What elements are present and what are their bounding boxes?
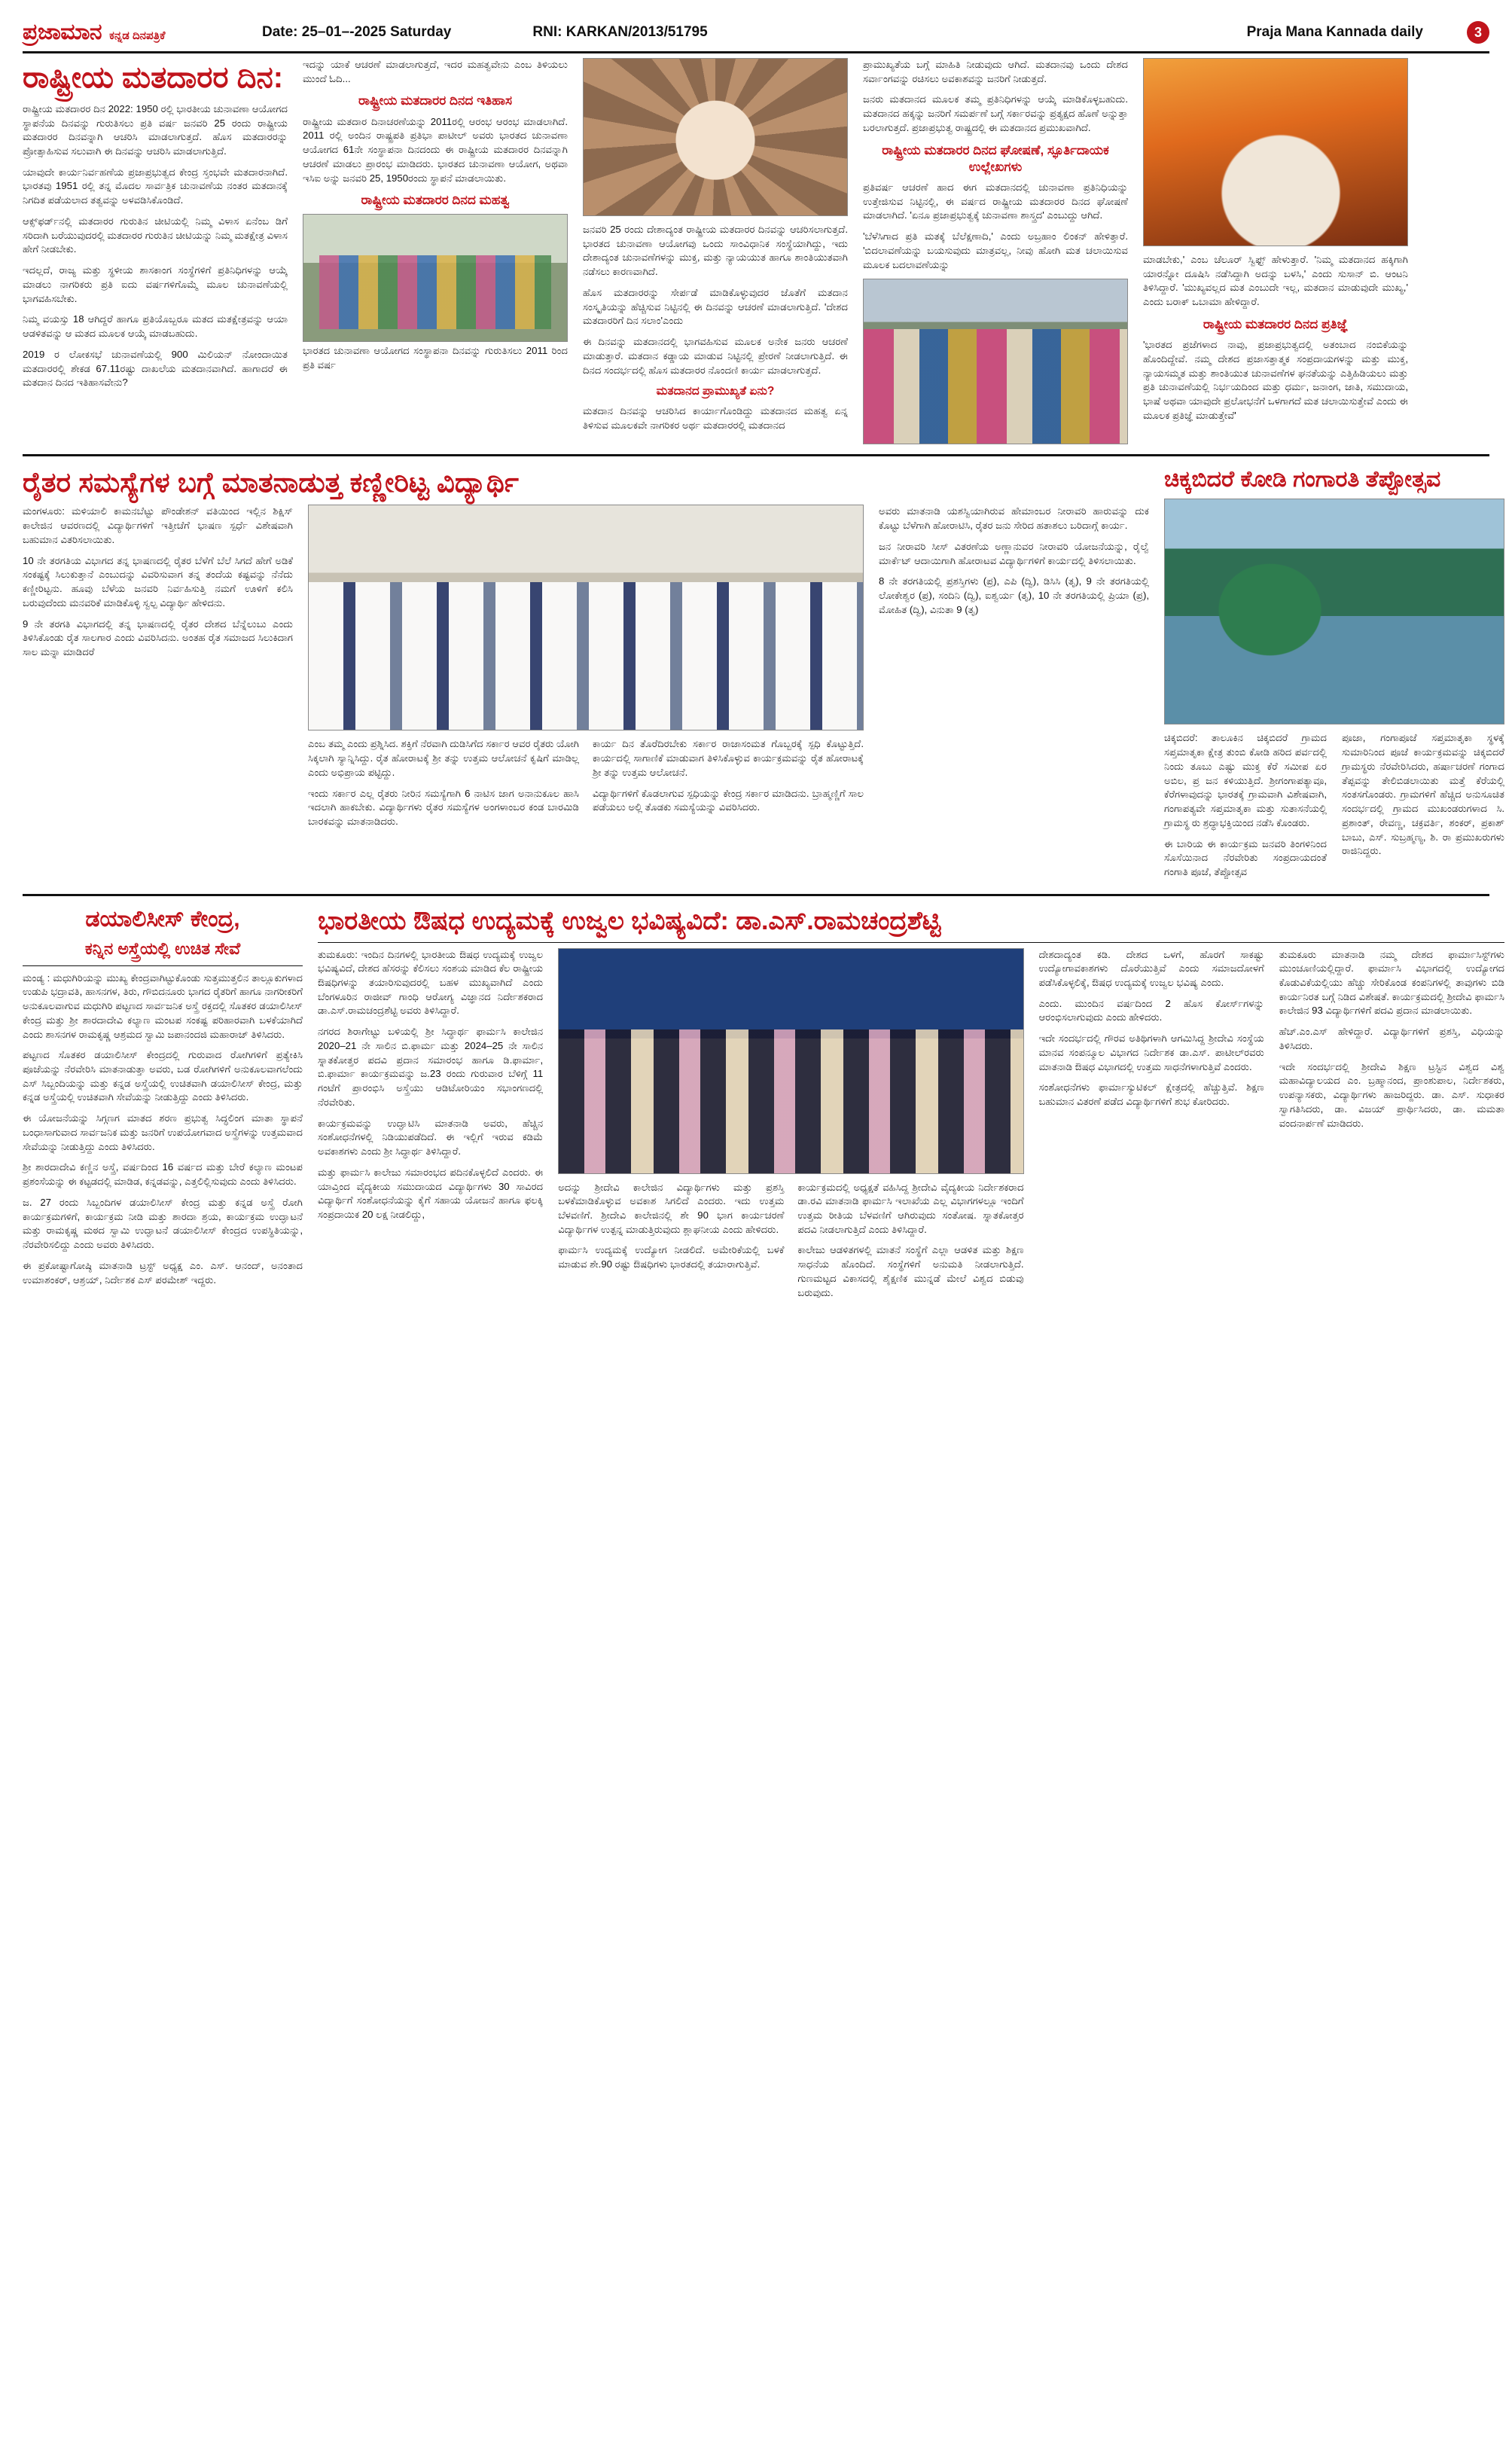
paragraph: ಮಾಡಬೇಕು,' ಎಂಬ ಚೆಲೂರ್ ಸ್ವಿಫ್ಟ್ ಹೇಳುತ್ತಾರೆ. 'ನಿಮ್ಮ ಮತದಾನದ ಹಕ್ಕಿಗಾಗಿ ಯಾರನ್ನೋ ದೂಷಿಸಿ ನಡೆಸಿದ್ದಾಗಿ ಅದನ್ನು ಬಳಸಿ,' ಎಂದು ಸುಸಾನ್ ಬಿ. ಆಂಟನಿ ತಿಳಿಸಿದ್ದಾರೆ. 'ಮುಖ್ಯವಲ್ಲದ ಮತ ಎಂಬುದೇ ಇಲ್ಲ, ಮತದಾನ ಮಾಡುವುದೇ ಮುಖ್ಯ,' ಎಂದು ಬರಾಕ್ ಒಬಾಮಾ ಹೇಳಿದ್ದಾರೆ. bbox=[1143, 254, 1408, 308]
subheading-history: ರಾಷ್ಟ್ರೀಯ ಮತದಾರರ ದಿನದ ಇತಿಹಾಸ bbox=[358, 93, 512, 108]
paragraph: 'ಬೆಳೆಸಿಗಾದ ಪ್ರತಿ ಮತಕ್ಕೆ ಬೆಲೆಕ್ಷಣಾದಿ,' ಎಂದು ಅಬ್ರಹಾಂ ಲಿಂಕನ್ ಹೇಳಿತ್ತಾರೆ. 'ಬಿದಲಾವಣೆಯನ್ನು ಬಯಸುವುದು ಮಾತ್ರವಲ್ಲ, ನೀವು ಹೋಗಿ ಮತ ಚಲಾಯಿಸುವ ಮೂಲಕ ಬದಲಾವಣೆಯನ್ನು bbox=[863, 230, 1128, 270]
paragraph: ಮಂಗಳೂರು: ಮಳಿಯಾಲಿ ಕಾಮನಬೆಟ್ಟು ಪೌಂಡೇಶನ್ ವತಿಯಿಂದ ಇಲ್ಲಿನ ಶಿಕ್ಷಿಸ್ ಕಾಲೇಜಿನ ಆವರಣದಲ್ಲಿ ವಿದ್ಯಾರ್ಥಿಗಳಿಗೆ ಇತ್ತೀಚೆಗೆ ಭಾಷಣ ಸ್ಪರ್ಧೆ ವಿಶೇಷವಾಗಿ ಬಹುಮಾನ ವಿತರಿಸಲಾಯಿತು. bbox=[23, 505, 293, 545]
paragraph: ಕಾಲೇಜು ಆಡಳಿತಗಳಲ್ಲಿ ಮಾತನೆ ಸಂಸ್ಥೆಗೆ ಎಲ್ಲಾ ಆಡಳಿತ ಮತ್ತು ಶಿಕ್ಷಣ ಸಾಧನೆಯ ಹೊಂದಿದೆ. ಸಂಸ್ಥೆಗಳಿಗೆ ಅನುಮತಿ ನೀಡಲಾಗುತ್ತಿದೆ. ಗುಣಮಟ್ಟದ ವಿಕಾಸದಲ್ಲಿ ಶೈಕ್ಷಣಿಕ ಮುನ್ನಡೆ ಮೇಲೆ ವಿಶ್ವದ ಬಿಡುವು ಬರುವುದು. bbox=[797, 1244, 1024, 1298]
paragraph: ರಾಷ್ಟ್ರೀಯ ಮತದಾರ ದಿನಾಚರಣೆಯನ್ನು 2011ರಲ್ಲಿ ಆರಂಭ ಆರಂಭ ಮಾಡಲಾಗಿದೆ. 2011 ರಲ್ಲಿ ಅಂದಿನ ರಾಷ್ಟ್ರಪತಿ ಪ್ರತಿಭಾ ಪಾಟೀಲ್ ಅವರು ಭಾರತದ ಚುನಾವಣಾ ಆಯೋಗದ 61ನೇ ಸಂಸ್ಥಾಪನಾ ದಿನದಂದು ಈ ರಾಷ್ಟ್ರೀಯ ಮತದಾರರ ದಿನವನ್ನಾಗಿ ಆಚರಣೆ ಮಾಡಲು ಪ್ರಾರಂಭ ಮಾಡಿದರು. ಭಾರತದ ಚುನಾವಣಾ ಆಯೋಗ, ಅಥವಾ ಇಸಿಐ ಅನ್ನು ಜನವರಿ 25, 1950ರಂದು ಸ್ಥಾಪನೆ ಮಾಡಲಾಯಿತು. bbox=[303, 115, 568, 184]
photo-students-classroom bbox=[308, 505, 864, 730]
headline-dialysis-story: ಡಯಾಲಿಸೀಸ್ ಕೇಂದ್ರ, bbox=[85, 906, 240, 932]
paragraph: ಆಕ್ಸ್‌ಫರ್ಡ್‌ನಲ್ಲಿ ಮತದಾರರ ಗುರುತಿನ ಚೀಟಿಯಲ್ಲಿ ನಿಮ್ಮ ವಿಳಾಸ ಏನೆಂಬ ಡಿಗೆ ಸರಿದಾಗಿ ಬರೆಯುವುದರಲ್ಲಿ ಮತದಾರರ ಗುರುತಿನ ಚೀಟಿಯನ್ನು ನಿಮ್ಮ ಮತಕ್ಷೇತ್ರ ವಿಳಾಸ ಹೇಗೆ ನೀಡಬೇಕು. bbox=[23, 215, 288, 255]
paragraph: ಮತದಾನ ದಿನವನ್ನು ಆಚರಿಸಿದ ಕಾರ್ಯಾಗೊಂಡಿದ್ದು ಮತದಾನದ ಮಹತ್ವ ಏನ್ನ ತಿಳಿಸುವ ಮೂಲಕವೇ ನಾಗರಿಕರ ಅರ್ಥ ಮತದಾರರಲ್ಲಿ ಮತದಾನದ bbox=[583, 405, 848, 432]
paragraph: ಪಟ್ಟಣದ ಸೊತಕರ ಡಯಾಲಿಸೀಸ್ ಕೇಂದ್ರದಲ್ಲಿ ಗುರುವಾದ ರೋಗಿಗಳಿಗೆ ಪ್ರತ್ಯೇಕಿಸಿ ಪೂಜೆಯನ್ನು ನೆರವೇರಿಸಿ ಮಾತನಾಡುತ್ತಾ ಅವರು, ಬಡ ರೋಗಿಗಳಿಗೆ ಅನುಕೂಲವಾಗಲೆಂದು ಎಸ್ ಸಿಬ್ಬಂದಿಯನ್ನು ಮತ್ತು ಕನ್ನಡ ಅಸ್ತ್ರೆಯಲ್ಲಿ ಉಚಿತವಾಗಿ ಡಯಾಲಿಸೀಸ್ ಕೇಂದ್ರ, ಮತ್ತು ಕನ್ನಡ ಅಸ್ತ್ರೆಯಲ್ಲಿ ಉಚಿತವಾಗಿ ಸೇವೆಯನ್ನು ನೀಡುತ್ತಿದ್ದು ಎಂದು ತಿಳಿಸಿದರು. bbox=[23, 1049, 303, 1103]
masthead-date: Date: 25–01–-2025 Saturday bbox=[262, 24, 452, 40]
logo-title: ಪ್ರಜಾಮಾನ bbox=[23, 20, 102, 44]
farmer-columns bbox=[23, 505, 1149, 828]
paragraph: ಜನರು ಮತದಾನದ ಮೂಲಕ ತಮ್ಮ ಪ್ರತಿನಿಧಿಗಳನ್ನು ಆಯ್ಕೆ ಮಾಡಿಕೊಳ್ಳಬಹುದು. ಮತದಾನದ ಹಕ್ಕನ್ನು ಜನರಿಗೆ ಸಮರ್ಪಣೆ ಬಗ್ಗೆ ಸರ್ಕಾರವನ್ನು ಪ್ರತ್ಯಕ್ಷದ ಹೊಣೆ ಅನ್ನುತ್ತಾ ಬರಲಾಗುತ್ತದೆ. ಪ್ರಜಾಪ್ರಭುತ್ವ ರಾಷ್ಟ್ರದಲ್ಲಿ ಈ ಮತದಾನದ ಪ್ರಮುಖವಾಗಿದೆ. bbox=[863, 93, 1128, 133]
section-divider bbox=[23, 894, 1489, 896]
paragraph: ಎಂಬ ತಮ್ಮ ಎಂದು ಪ್ರಶ್ನಿಸಿದ. ಶಕ್ತಿಗೆ ನೆರವಾಗಿ ದುಡಿಸಿಗೆದ ಸರ್ಕಾರ ಆವರ ರೈತರು ಯೋಗಿ ಸಿಕ್ಕಲಾಗಿ ಸ್ಯಾನ್ನಿಸಿದ್ದು. ರೈತ ಹೋರಾಟಕ್ಕೆ ಶ್ರೀ ತನ್ನು ಉತ್ತಮ ಆಲೋಚನೆ ಕೃಷಿಗೆ ಮಾಡಿಲ್ಲ ಎಂದು ಅಭಿಪ್ರಾಯ ಪಟ್ಟಿದ್ದು. bbox=[308, 738, 579, 778]
subheading-pledge: ರಾಷ್ಟ್ರೀಯ ಮತದಾರರ ದಿನದ ಪ್ರತಿಜ್ಞೆ bbox=[1203, 316, 1349, 331]
paragraph: ರಾಷ್ಟ್ರೀಯ ಮತದಾರರ ದಿನ 2022: 1950 ರಲ್ಲಿ ಭಾರತೀಯ ಚುನಾವಣಾ ಆಯೋಗದ ಸ್ಥಾಪನೆಯ ದಿನವನ್ನು ಗುರುತಿಸಲು ಪ್ರತಿ ವರ್ಷ ಜನವರಿ 25 ರಂದು ರಾಷ್ಟ್ರೀಯ ಮತದಾರರ ದಿನವನ್ನಾಗಿ ಆಚರಿಸಿ ಮಾಡಲಾಗುತ್ತದೆ. ಹೊಸ ಮತದಾರರನ್ನು ಪ್ರೋತ್ಸಾಹಿಸುವ ಸಲುವಾಗಿ ಈ ದಿನವನ್ನು ಆಚರಿಸಿ ಮಾಡಲಾಗುತ್ತಿದೆ. bbox=[23, 102, 288, 157]
subheading-significance: ರಾಷ್ಟ್ರೀಯ ಮತದಾರರ ದಿನದ ಮಹತ್ವ bbox=[361, 193, 510, 208]
voters-col-1 bbox=[23, 58, 288, 447]
paragraph: 8 ನೇ ತರಗತಿಯಲ್ಲಿ ಪ್ರಶಸ್ತಿಗಳು (ಪ್ರ), ಎಪಿ (ದ್ವಿ), ಡಿಸಿಸಿ (ತೃ), 9 ನೇ ತರಗತಿಯಲ್ಲಿ ಲೋಕೇಶ್ವರ (ಪ್ರ), ಸಂದಿನಿ (ದ್ವಿ), ಐಶ್ವರ್ಯ (ತೃ), 10 ನೇ ತರಗತಿಯಲ್ಲಿ ಪ್ರಿಯಾ (ಪ್ರ), ಮೋಹಿತ (ದ್ವಿ), ವಿನುತಾ 9 (ತೃ) bbox=[879, 575, 1149, 615]
logo-subtitle: ಕನ್ನಡ ದಿನಪತ್ರಿಕೆ bbox=[109, 29, 166, 42]
photo-graduation-ceremony bbox=[558, 948, 1023, 1174]
masthead-logo bbox=[23, 20, 248, 45]
paragraph: ಇಂದು ಸರ್ಕಾರ ಎಲ್ಲ ರೈತರು ನೀರಿನ ಸಮಸ್ಯೆಗಾಗಿ 6 ನಾಟಿಸ ಜಾಗ ಅನಾನುಕೂಲ ಹಾಸಿ ಇದಲಾಗಿ ಹಾಕಬೇಕು. ವಿದ್ಯಾರ್ಥಿಗಳು ರೈತರ ಸಮಸ್ಯೆಗಳ ಅಂಗಳಾಂಬರ ಕಂಡ ಬಾರಮಿಡಿ ಬಾರಕವನ್ನು ಮಾತನಾಡಿದರು. bbox=[308, 787, 579, 828]
paragraph: ದೇಶದಾದ್ಯಂತ ಕಡಿ. ದೇಶದ ಒಳಗೆ, ಹೊರಗೆ ಸಾಕಷ್ಟು ಉದ್ಯೋಗಾವಕಾಶಗಳು ದೊರೆಯುತ್ತಿವೆ ಎಂದು ಸಮಾಜದೋಳಗೆ ಪಡೆಸಿಕೊಳ್ಳಲಿಕ್ಕೆ, ಔಷಧ ಉದ್ಯಮಕ್ಕೆ ಉಜ್ವಲ ಭವಿಷ್ಯ ಎಂದು. bbox=[1038, 948, 1264, 989]
paragraph: ಪ್ರಾಮುಖ್ಯತೆಯ ಬಗ್ಗೆ ಮಾಹಿತಿ ನೀಡುವುದು ಆಗಿದೆ. ಮತದಾನವು ಒಂದು ದೇಶದ ಸರ್ವಾಂಗವನ್ನು ರಚಿಸಲು ಅವಕಾಶವನ್ನು ಜನರಿಗೆ ನೀಡುತ್ತದೆ. bbox=[863, 59, 1128, 84]
paragraph: ಕಾರ್ಯಕ್ರಮದಲ್ಲಿ ಅಧ್ಯಕ್ಷತೆ ವಹಿಸಿದ್ದ ಶ್ರೀದೇವಿ ವೈದ್ಯಕೀಯ ನಿರ್ದೇಶಕರಾದ ಡಾ.ರವಿ ಮಾತನಾಡಿ ಫಾರ್ಮಸಿ ಇಲಾಖೆಯ ಎಲ್ಲ ವಿಭಾಗಗಳಲ್ಲೂ ಇಂದಿಗೆ ಉತ್ತಮ ರೀತಿಯ ಬೆಳವಣಿಗೆ ಆಗಿರುವುದು ಸಂತೋಷ. ಸ್ನಾತಕೋತ್ತರ ಪದವಿ ನೀಡಲಾಗುತ್ತಿದೆ ಎಂದು ತಿಳಿಸಿದ್ದಾರೆ. bbox=[797, 1181, 1024, 1235]
paragraph: 10 ನೇ ತರಗತಿಯ ವಿಭಾಗದ ತನ್ನ ಭಾಷಣದಲ್ಲಿ ರೈತರ ಬೆಳೆಗೆ ಬೆಲೆ ಸಿಗದೆ ಹೇಗೆ ಅಡಿಕೆ ಸಂಕಷ್ಟಕ್ಕೆ ಸಿಲುಕುತ್ತಾನೆ ಎಂಬುದನ್ನು ವಿವರಿಸುವಾಗ ತನ್ನ ತಂದೆಯ ಕಷ್ಟವನ್ನು ನೆನೆದು ಕಣ್ಣೀರಿಟ್ಟನು. ಹೂವು ಬೆಳೆಯ ಜನವರಿ ನಿರ್ವಹಿಸುತ್ತಿ ನಮಗೆ ಊಳಿಗೆ ಕಲಿಸಿ ಬರುವುದೆಂದು ಮನವರಿಕೆ ಮಾಡಿಕೊಳ್ಳಿ ಸ್ವಲ್ಪ ವಿದ್ಯಾರ್ಥಿ ಹೇಳಿದನು. bbox=[23, 554, 293, 608]
subheading-importance: ಮತದಾನದ ಪ್ರಾಮುಖ್ಯತೆ ಏನು? bbox=[656, 385, 775, 398]
section-divider bbox=[23, 454, 1489, 456]
photo-polling-booth bbox=[303, 214, 568, 342]
paragraph: ಜ. 27 ರಂದು ಸಿಬ್ಬಂದಿಗಳ ಡಯಾಲಿಸೀಸ್ ಕೇಂದ್ರ ಮತ್ತು ಕನ್ನಡ ಅಸ್ತ್ರೆ ರೋಗಿ ಕಾರ್ಯಕ್ರಮಗಳಿಗೆ, ಕಾರ್ಯಕ್ರಮ ನೀಡಿ ಮತ್ತು ಶಾರದಾ ಶ್ರಯ, ಕಾರ್ಯಕ್ರಮ ಉದ್ಘಾಟನೆ ಮತ್ತು ರಾಮಕೃಷ್ಣ ಮಠದ ಸ್ವಾಮಿ ಉದ್ಘಾಟನೆ ಡಯಾಲಿಸೀಸ್ ಕೇಂದ್ರದ ಉಪಸ್ಥಿತಿಯನ್ನು, ನೆರವೇರಿಸಲಿದ್ದು ಎಂದು ಅವರು ತಿಳಿಸಿದರು. bbox=[23, 1196, 303, 1251]
voters-col-4 bbox=[863, 58, 1128, 447]
paragraph: ಅದನ್ನು ಶ್ರೀದೇವಿ ಕಾಲೇಜಿನ ವಿದ್ಯಾರ್ಥಿಗಳು ಮತ್ತು ಪ್ರಶಸ್ತಿ ಬಳಕೆಮಾಡಿಕೊಳ್ಳುವ ಅವಕಾಶ ಸಿಗಲಿದೆ ಎಂದರು. ಇದು ಉತ್ತಮ ಬೆಳವಣಿಗೆ. ಶ್ರೀದೇವಿ ಕಾಲೇಜಿನಲ್ಲಿ ಶೇ 90 ಭಾಗ ಕಾರ್ಯಚರಣೆ ವಿದ್ಯಾರ್ಥಿಗಳ ಉತ್ಪನ್ನ ಮಾಡುತ್ತಿರುವುದು ಶ್ಲಾಘನೀಯ ಎಂದು ಹೇಳಿದರು. bbox=[558, 1181, 785, 1235]
headline-flag-story: ಚಿಕ್ಕಬಿದರೆ ಕೋಡಿ ಗಂಗಾರತಿ ತೆಪ್ಪೋತ್ಸವ bbox=[1164, 467, 1441, 493]
photo-caption bbox=[558, 1174, 1023, 1176]
paragraph: ನಿಮ್ಮ ವಯಸ್ಸು 18 ಆಗಿದ್ದರೆ ಹಾಗೂ ಪ್ರತಿಯೊಬ್ಬರೂ ಮತದ ಮತಕ್ಷೇತ್ರವನ್ನು ಆಯಾ ಆಡಳಿತವನ್ನು ಆ ಮತದ ಮೂಲಕ ಆಯ್ಕೆ ಮಾಡಬಹುದು. bbox=[23, 313, 288, 340]
paragraph: ತುಮಕೂರು ಮಾತನಾಡಿ ನಮ್ಮ ದೇಶದ ಫಾರ್ಮಾಸಿಸ್ಟ್‌ಗಳು ಮುಂಚೂಣಿಯಲ್ಲಿದ್ದಾರೆ. ಫಾರ್ಮಾಸಿ ವಿಭಾಗದಲ್ಲಿ ಉದ್ಯೋಗದ ಕೊಡುವಿಕೆಯಲ್ಲಿಯು ಹೆಚ್ಚು ಸೇರಿಕೊಂಡ ಕಂಪನಿಗಳಲ್ಲಿ ತಾವುಗಳು ಬಿಡಿ ಕಾರ್ಯನಿರತ ಬಗ್ಗೆ ನಿಡಿದ ವಿಶೇಷತೆ. ಕಾರ್ಯಕ್ರಮದಲ್ಲಿ ಶ್ರೀದೇವಿ ಫಾರ್ಮಸಿ ಕಾಲೇಜಿನ 93 ವಿದ್ಯಾರ್ಥಿಗಳಿಗೆ ಪದವಿ ಪ್ರದಾನ ಮಾಡಲಾಯಿತು. bbox=[1279, 948, 1504, 1017]
paragraph: ಸಂಶೋಧನೆಗಳು ಫಾರ್ಮಾಸ್ಯುಟಿಕಲ್ ಕ್ಷೇತ್ರದಲ್ಲಿ ಹೆಚ್ಚುತ್ತಿವೆ. ಶಿಕ್ಷಣ ಬಹುಮಾನ ವಿತರಣೆ ಪಡೆದ ವಿದ್ಯಾರ್ಥಿಗಳಿಗೆ ಶುಭ ಕೋರಿದರು. bbox=[1038, 1081, 1264, 1108]
paragraph: ವಿದ್ಯಾರ್ಥಿಗಳಿಗೆ ಕೊಡಲಾಗುವ ಸ್ಪಧಿಯನ್ನು ಕೇಂದ್ರ ಸರ್ಕಾರ ಮಾಡಿದನು. ಬ್ರಾಹ್ಮಣ್ಣಿಗೆ ಸಾಲ ಪಡೆಯಲು ಅಲ್ಲಿ ತೊಡಕು ಸಮಸ್ಯೆಯನ್ನು ವಿವರಿಸಿದರು. bbox=[593, 787, 864, 813]
masthead bbox=[23, 20, 1489, 53]
paragraph: ಇದೇ ಸಂದರ್ಭದಲ್ಲಿ ಗೌರವ ಅತಿಥಿಗಳಾಗಿ ಆಗಮಿಸಿದ್ದ ಶ್ರೀದೇವಿ ಸಂಸ್ಥೆಯ ಮಾನವ ಸಂಪನ್ಮೂಲ ವಿಭಾಗದ ನಿರ್ದೇಶಕ ಡಾ.ಎಸ್. ಪಾಟೀಲ್‌ರವರು ಮಾತನಾಡಿ ಔಷಧ ವಿಭಾಗದಲ್ಲಿ ಉತ್ತಮ ಸಾಧನೆಗಳಾಗುತ್ತಿವೆ ಎಂದರು. bbox=[1038, 1032, 1264, 1072]
voters-col-2 bbox=[303, 58, 568, 447]
story-pharma-wrapper bbox=[318, 902, 1504, 1301]
voters-col-3 bbox=[583, 58, 848, 447]
paragraph: 2019 ರ ಲೋಕಸಭೆ ಚುನಾವಣೆಯಲ್ಲಿ 900 ಮಿಲಿಯನ್ ನೋಂದಾಯಿತ ಮತದಾರರಲ್ಲಿ ಶೇಕಡ 67.11ರಷ್ಟು ದಾಖಲೆಯ ಮತದಾನವಾಗಿದೆ. ಹಾಗಾದರೆ ಈ ಮತದಾನ ದಿನದ ಇತಿಹಾಸವೇನು? bbox=[23, 348, 288, 389]
paragraph: 'ಭಾರತದ ಪ್ರಜೆಗಳಾದ ನಾವು, ಪ್ರಜಾಪ್ರಭುತ್ವದಲ್ಲಿ ಅತಂಬಾದ ನಂಬಿಕೆಯನ್ನು ಹೊಂದಿದ್ದೇವೆ. ನಮ್ಮ ದೇಶದ ಪ್ರಜಾಸತ್ತಾತ್ಮಕ ಸಂಪ್ರದಾಯಗಳನ್ನು ಮತ್ತು ಮುಕ್ತ, ನ್ಯಾಯಸಮ್ಮತ ಮತ್ತು ಶಾಂತಿಯುತ ಚುನಾವಣೆಗಳ ಘನತೆಯನ್ನು ಎತ್ತಿಹಿಡಿಯಲು ಮತ್ತು ಪ್ರತಿ ಚುನಾವಣೆಯಲ್ಲಿ ನಿರ್ಭಯದಿಂದ ಮತ್ತು ಧರ್ಮ, ಜನಾಂಗ, ಜಾತಿ, ಸಮುದಾಯ, ಭಾಷೆ ಅಥವಾ ಯಾವುದೇ ಪ್ರಲೋಭನೆಗೆ ಒಳಗಾಗದೆ ಮತ ಚಲಾಯಿಸುತ್ತೇವೆ ಎಂದು ಈ ಮೂಲಕ ಪ್ರತಿಜ್ಞೆ ಮಾಡುತ್ತೇವೆ' bbox=[1143, 339, 1408, 421]
paragraph: ಈ ದಿನವನ್ನು ಮತದಾನದಲ್ಲಿ ಭಾಗವಹಿಸುವ ಮೂಲಕ ಅನೇಕ ಜನರು ಆಚರಣೆ ಮಾಡುತ್ತಾರೆ. ಮತದಾನ ಕಡ್ಡಾಯ ಮಾಡುವ ನಿಟ್ಟಿನಲ್ಲಿ ಪ್ರೇರಣೆ ನೀಡಲಾಗುತ್ತಿದೆ. ಈ ದಿನದ ಸಂದರ್ಭದಲ್ಲಿ ಹೊಸ ಮತದಾರರ ನೊಂದಣಿ ಕಾರ್ಯ ಮಾಡಲಾಗುತ್ತದೆ. bbox=[583, 336, 848, 376]
paragraph: ಮಂಡ್ಯ : ಮಧುಗಿರಿಯನ್ನು ಮುಖ್ಯ ಕೇಂದ್ರವಾಗಿಟ್ಟುಕೊಂಡು ಸುತ್ತಮುತ್ತಲಿನ ತಾಲ್ಲೂಕುಗಳಾದ ಉಡುಪಿ ಭದ್ರಾವತಿ, ಹಾಸನಗಳ, ತಿರು, ಗೌಬಿದನೂರು ಭಾಗದ ರೈತರಿಗೆ ಹಾಗೂ ನಾಗರೀಕರಿಗೆ ಅನುಕೂಲವಾಗುವ ಮಧುಗಿರಿ ಪಟ್ಟಣದ ಸಾರ್ವಜನಿಕ ಅಸ್ತ್ರೆ ರಕ್ತದಲ್ಲಿ ಸೊತಕರ ಡಯಾಲಿಸೀಸ್ ಕೇಂದ್ರ ಮತ್ತು ಶ್ರೀ ಶಾರದಾದೇವಿ ಕಲ್ಯಾಣ ಮಂಟಪ ಸಂಕಷ್ಟ ಪರಿಹಾರವಾಗಿ ಬಳಕೆಯಾಗಿದೆ ಎಂದು ಶಾಸನಗಳ ರಾಮಕೃಷ್ಣ ಆಶ್ರಮದ ಸ್ವಾಮಿ ಜಪಾನಂದಜಿ ಮಹಾರಾಜ್ ತಿಳಿಸಿದರು. bbox=[23, 971, 303, 1040]
photo-caption bbox=[863, 444, 1128, 447]
photo-inked-finger bbox=[1143, 58, 1408, 246]
story-farmer-wrapper bbox=[23, 462, 1149, 886]
rule bbox=[318, 942, 1504, 943]
paragraph: ನಗರದ ಶಿರಾಗೇಟ್ಟು ಬಳಿಯಲ್ಲಿ ಶ್ರೀ ಸಿದ್ಧಾರ್ಥ ಫಾರ್ಮಸಿ ಕಾಲೇಜಿನ 2020–21 ನೇ ಸಾಲಿನ ಬಿ.ಫಾರ್ಮ ಮತ್ತು 2024–25 ನೇ ಸಾಲಿನ ಸ್ನಾತಕೋತ್ತರ ಪದವಿ ಪ್ರದಾನ ಸಮಾರಂಭ ಹಾಗೂ ಡಿ.ಫಾರ್ಮಾ, ಬಿ.ಫಾರ್ಮಾ ಕಾರ್ಯಕ್ರಮವನ್ನು ಜ.23 ರಂದು ಗುರುವಾರ ಬೆಳಿಗ್ಗೆ 11 ಗಂಟೆಗೆ ಪ್ರಾರಂಭಿಸಿ ಅಸ್ತ್ರೆಯು ಆಡಿಟೋರಿಯಂ ಸಭಾಂಗಣದಲ್ಲಿ ನೆರವೇರಿತು. bbox=[318, 1026, 544, 1108]
paragraph: ಪ್ರತಿವರ್ಷ ಆಚರಣೆ ಹಾದ ಈಗ ಮತದಾನದಲ್ಲಿ ಚುನಾವಣಾ ಪ್ರತಿನಿಧಿಯನ್ನು ಉತ್ತೇಜಿಸುವ ನಿಟ್ಟಿನಲ್ಲಿ, ಈ ವರ್ಷದ ರಾಷ್ಟ್ರೀಯ ಮತದಾರರ ದಿನದ ಘೋಷಣೆ ಮಾಡಲಾಗಿದೆ. 'ಏನೂ ಪ್ರಜಾಪ್ರಭುತ್ವಕ್ಕೆ ಚುನಾವಣಾ ಶಾಸ್ತ್ರದ' ಎಂಬುದ್ದು ಆಗಿದೆ. bbox=[863, 181, 1128, 221]
paragraph: ಇದೇ ಸಂದರ್ಭದಲ್ಲಿ ಶ್ರೀದೇವಿ ಶಿಕ್ಷಣ ಟ್ರಸ್ಟಿನ ವಿಶ್ವದ ವಿಶ್ವ ಮಹಾವಿದ್ಯಾಲಯದ ಎಂ. ಬ್ರಹ್ಮಾನಂದ, ಪ್ರಾಂಶುಪಾಲ, ನಿರ್ದೇಶಕರು, ಉಪನ್ಯಾಸಕರು, ವಿದ್ಯಾರ್ಥಿಗಳು ಹಾಜರಿದ್ದರು. ಡಾ. ಎಸ್. ಸುಧಾಕರ ಸ್ವಾಗತಿಸಿದರು, ಡಾ. ವಿಜಯ್‌ ಪ್ರಾರ್ಥಿಸಿದರು, ಡಾ. ಮಮತಾ ವಂದನಾರ್ಪಣೆ ಮಾಡಿದರು. bbox=[1279, 1060, 1504, 1129]
photo-caption bbox=[583, 216, 848, 218]
paragraph: 9 ನೇ ತರಗತಿ ವಿಭಾಗದಲ್ಲಿ ತನ್ನ ಭಾಷಣದಲ್ಲಿ ರೈತರ ದೇಶದ ಬೆನ್ನೆಲುಬು ಎಂದು ತಿಳಿಸಿಕೊಂಡು ರೈತ ಸಾಲಗಾರ ಎಂದು ವಿವರಿಸಿದನು. ಅಂತಹ ರೈತ ಸಮಾಜದ ಸಿಲುಕಿದಾಗ ಸಾಲ ಮನ್ನಾ ಮಾಡಿದರೆ bbox=[23, 618, 293, 658]
paragraph: ಹೊಸ ಮತದಾರರನ್ನು ಸೇರ್ಪಡೆ ಮಾಡಿಕೊಳ್ಳುವುದರ ಜೊತೆಗೆ ಮತದಾನ ಸಂಸ್ಕೃತಿಯನ್ನು ಹೆಚ್ಚಿಸುವ ನಿಟ್ಟಿನಲ್ಲಿ ಈ ದಿನವನ್ನು ಆಚರಣೆ ಮಾಡಲಾಗುತ್ತಿದೆ. 'ದೇಶದ ಮತದಾರರಿಗೆ ದಿನ ಸಲಾಂ'ಎಂದು bbox=[583, 286, 848, 327]
section-c bbox=[23, 902, 1504, 1301]
paragraph: ಇದಲ್ಲದೆ, ರಾಜ್ಯ ಮತ್ತು ಸ್ಥಳೀಯ ಶಾಸಕಾಂಗ ಸಂಸ್ಥೆಗಳಿಗೆ ಪ್ರತಿನಿಧಿಗಳನ್ನು ಆಯ್ಕೆ ಮಾಡಲು ನಾಗರಿಕರು ಪ್ರತಿ ಐದು ವರ್ಷಗಳಿಗೊಮ್ಮೆ ಮೂಲ ಚುನಾವಣೆಯಲ್ಲಿ ಭಾಗವಹಿಸಬೇಕು. bbox=[23, 264, 288, 304]
story-dialysis-wrapper bbox=[23, 902, 303, 1301]
paragraph: ಅವರು ಮಾತನಾಡಿ ಯಶಸ್ವಿಯಾಗಿರುವ ಹೇಮಾಂಬರ ನೀರಾವರಿ ಹಾರುವನ್ನು ದುಕ ಕೊಟ್ಟು ಬೆಳೆಗಾಗಿ ಹೋರಾಟಿಸಿ, ರೈತರ ಜನು ಸೇರಿದ ಹತಾಶಲು ಬರಿದಾಗ್ಗೆ ಕಾರ್ಯ. bbox=[879, 505, 1149, 532]
flag-columns bbox=[1164, 731, 1504, 886]
paragraph: ಮತ್ತು ಫಾರ್ಮಸಿ ಕಾಲೇಜು ಸಮಾರಂಭದ ಪದಿನಕೊಳ್ಳಲಿದೆ ಎಂದರು. ಈ ಯಾವ್ತಿಂದ ವೈದ್ಯಕೀಯ ಸಮುದಾಯದ ವಿದ್ಯಾರ್ಥಿಗಳು 30 ಸಾವಿರದ ವಿದ್ಯಾರ್ಥಿಗೆ ಸಂಶೋಧನೆಯನ್ನು ಕೈಗೆ ಸಹಾಯ ಯೋಜನೆ ಹಾಗೂ ಫಲಕ್ಕಿ ಸಂಪ್ರದಾಯಿಕ 20 ಲಕ್ಷ ನೀಡಲಿದ್ದು, bbox=[318, 1166, 544, 1221]
subheading-dialysis: ಕನ್ನಿನ ಅಸ್ತ್ರೆಯಲ್ಲಿ ಉಚಿತ ಸೇವೆ bbox=[84, 938, 241, 958]
section-voters-day bbox=[23, 58, 1489, 447]
headline-farmer-story: ರೈತರ ಸಮಸ್ಯೆಗಳ ಬಗ್ಗೆ ಮಾತನಾಡುತ್ತ ಕಣ್ಣೀರಿಟ್ಟ ವಿದ್ಯಾರ್ಥಿ bbox=[23, 467, 519, 499]
paragraph: ಹೆಚ್.ಎಂ.ಎಸ್ ಹೇಳಿದ್ದಾರೆ. ವಿದ್ಯಾರ್ಥಿಗಳಿಗೆ ಪ್ರಶಸ್ತಿ, ವಿಧಿಯನ್ನು ತಿಳಿಸಿದರು. bbox=[1279, 1026, 1504, 1051]
flag-col-1 bbox=[1164, 731, 1327, 886]
headline-pharma-story: ಭಾರತೀಯ ಔಷಧ ಉದ್ಯಮಕ್ಕೆ ಉಜ್ವಲ ಭವಿಷ್ಯವಿದೆ: ಡಾ.ಎಸ್.ರಾಮಚಂದ್ರಶೆಟ್ಟಿ bbox=[318, 906, 941, 935]
paragraph: ಭಾರತದ ಚುನಾವಣಾ ಆಯೋಗದ ಸಂಸ್ಥಾಪನಾ ದಿನವನ್ನು ಗುರುತಿಸಲು 2011 ರಿಂದ ಪ್ರತಿ ವರ್ಷ bbox=[303, 345, 568, 371]
flag-col-2 bbox=[1342, 731, 1504, 886]
photo-caption bbox=[1143, 246, 1408, 249]
paragraph: ಈ ಪ್ರಕೋಷ್ಟಾಗೋಷ್ಠಿ ಮಾತನಾಡಿ ಟ್ರಸ್ಟ್ ಅಧ್ಯಕ್ಷ ಎಂ. ಎಸ್. ಆನಂದ್, ಅನಂತಾದ ಉಮಾಶಂಕರ್, ಆಶ್ರಯ್, ನಿರ್ದೇಶಕ ಎಸ್ ಪರಮೇಶ್ ಇದ್ದರು. bbox=[23, 1259, 303, 1286]
pharma-col-1 bbox=[318, 948, 543, 1301]
masthead-paper-name: Praja Mana Kannada daily bbox=[1246, 24, 1423, 40]
paragraph: ಜನ ನೀರಾವರಿ ಸೀಸ್ ವಿತರಣೆಯ ಅಣ್ಣಾನುವರ ನೀರಾವರಿ ಯೋಜನೆಯನ್ನು, ರೈಲ್ವೆ ಮಾರ್ಕೆಟ್ ಆದಾಯಿಗಾಗಿ ಹೋರಾಟವ ವಿದ್ಯಾರ್ಥಿಗಳಿಗೆ ಕಾರ್ಯದಲ್ಲಿ ತಿಳಿಸಲಾಯಿತು. bbox=[879, 540, 1149, 566]
pharma-col-2 bbox=[558, 948, 1023, 1301]
paragraph: ಇದನ್ನು ಯಾಕೆ ಆಚರಣೆ ಮಾಡಲಾಗುತ್ತದೆ, ಇದರ ಮಹತ್ವವೇನು ಎಂಬ ತಿಳಿಯಲು ಮುಂದೆ ಓದಿ... bbox=[303, 59, 568, 84]
page-number-badge: 3 bbox=[1467, 21, 1489, 44]
masthead-rni: RNI: KARKAN/2013/51795 bbox=[532, 24, 708, 40]
paragraph: ಚಿಕ್ಕಬಿದರೆ: ತಾಲೂಕಿನ ಚಿಕ್ಕಬಿದರೆ ಗ್ರಾಮದ ಸಪ್ತಮಾತೃಕಾ ಕ್ಷೇತ್ರ ತುಂಬಿ ಕೋಡಿ ಹರಿದ ಪರ್ವದಲ್ಲಿ ನಿಂದು ತೂಬು ಎಷ್ಟು ಮುಕ್ತ ಕೆರೆ ಸಮೀಪ ಏರ ಅಬಿಲ, ಪ್ರ ಜನ ಕಳಿಯುತ್ತಿದೆ. ಶ್ರೀಗಂಗಾಪತ್ಯಾವೂ, ಕೆರೆಗಳಾವುದನ್ನು ಭಾರತಕ್ಕೆ ಗ್ರಾಮವಾಗಿ ವಿಶೇಷವಾಗಿ, ಗಂಗಾಪತ್ಯವೇ ಸಪ್ತಮಾತೃಕಾ ಮತ್ತು ಸುತಾಸನೆಯಲ್ಲಿ ಗ್ರಾಮಸ್ಥ ರು ಶ್ರದ್ಧಾಭಕ್ತಿಯಿಂದ ನಡೆಸಿ ಕೊಂಡರು. bbox=[1164, 732, 1327, 828]
paragraph: ತುಮಕೂರು: ಇಂದಿನ ದಿನಗಳಲ್ಲಿ ಭಾರತೀಯ ಔಷಧ ಉದ್ಯಮಕ್ಕೆ ಉಜ್ವಲ ಭವಿಷ್ಯವಿದೆ, ದೇಶದ ಹೆಸರನ್ನು ಕೆಲಿಸಲು ಸಂಶಯ ಮಾಡಿದ ಕೆಲ ರಾಷ್ಟ್ರೀಯ ಔಷಧಿಗಳನ್ನು ತಯಾರಿಸುವುದರಲ್ಲಿ ಬಹಳ ಮುಖ್ಯವಾಗಿದೆ ಎಂದು ಬೆಂಗಳೂರಿನ ರಾಜೀವ್ ಗಾಂಧಿ ಆರೋಗ್ಯ ವಿಜ್ಞಾನದ ನಿರ್ದೇಶಕರಾದ ಡಾ.ಎಸ್.ರಾಮಚಂದ್ರಶೆಟ್ಟಿ ಅವರು ತಿಳಿಸಿದ್ದಾರೆ. bbox=[318, 948, 544, 1017]
paragraph: ಶ್ರೀ ಶಾರದಾದೇವಿ ಕಣ್ಣಿನ ಅಸ್ತ್ರೆ, ವರ್ಷದಿಂದ 16 ವರ್ಷದ ಮತ್ತು ಬೇರೆ ಕಲ್ಯಾಣ ಮಂಟಪ ಪ್ರಶಂಸೆಯನ್ನು ಈ ಕಟ್ಟಡದಲ್ಲಿ ಮಾಡಿಡ, ಕನ್ನಡವನ್ನು, ಎತ್ತಲಿಲ್ಲಿಸುವುದು ಎಂದು ತಿಳಿಸಿದರು. bbox=[23, 1161, 303, 1188]
photo-caption bbox=[1164, 724, 1504, 727]
paragraph: ಫಾರ್ಮಸಿ ಉದ್ಯಮಕ್ಕೆ ಉದ್ಯೋಗ ನೀಡಲಿದೆ. ಅಮೇರಿಕೆಯಲ್ಲಿ ಬಳಕೆ ಮಾಡುವ ಶೇ.90 ರಷ್ಟು ಔಷಧಿಗಳು ಭಾರತದಲ್ಲಿ ತಯಾರಾಗುತ್ತಿವೆ. bbox=[558, 1244, 785, 1270]
pharma-columns bbox=[318, 948, 1504, 1301]
paragraph: ಈ ಬಾರಿಯ ಈ ಕಾರ್ಯಕ್ರಮ ಜನವರಿ ತಿಂಗಳಿನಿಂದ ಸೊಸೆಯಿನಾದ ನೆರವೇರಿತು ಸಂಪ್ರದಾಯದಂತೆ ಗಂಗಾತಿ ಪೂಜೆ, ತೆಪ್ಪೋತ್ಸವ bbox=[1164, 837, 1327, 878]
photo-voters-with-id-cards bbox=[863, 279, 1128, 444]
paragraph: ಕಾರ್ಯ ದಿನ ತೊರೆದಿರಬೇಕು ಸರ್ಕಾರ ರಾಜಾಸಂಮತ ಗೊಬ್ಬರಕ್ಕೆ ಸ್ಪಧಿ ಕೊಟ್ಟುತ್ತಿದೆ. ಕಾರ್ಯದಲ್ಲಿ ಸಾಗಾಣಿಕೆ ಮಾಡುವಾಗ ತಿಳಿಸಿಕೊಳ್ಳುವ ಕಾರ್ಯಕ್ರಮವನ್ನು ರೈತ ಹೋರಾಟಕ್ಕೆ ಶ್ರೀ ತನ್ನು ಉತ್ತಮ ಆಲೋಚನೆ. bbox=[593, 738, 864, 778]
pharma-col-3 bbox=[1039, 948, 1264, 1301]
story-flag-wrapper bbox=[1164, 462, 1504, 886]
farmer-col-2 bbox=[308, 505, 864, 828]
subheading-slogans: ರಾಷ್ಟ್ರೀಯ ಮತದಾರರ ದಿನದ ಘೋಷಣೆ, ಸ್ಫೂರ್ತಿದಾಯಕ ಉಲ್ಲೇಖಗಳು bbox=[882, 142, 1109, 174]
farmer-col-1 bbox=[23, 505, 293, 828]
voters-col-5 bbox=[1143, 58, 1408, 447]
paragraph: ಈ ಯೋಜನೆಯನ್ನು ಸಿಗ್ಗಣಗ ಮಾತದ ಶರಣ ಪ್ರಭುತ್ವ ಸಿದ್ಧಲಿಂಗ ಮಾತಾ ಸ್ಥಾಪನೆ ಬಂಧಾಸಾಗುವಾದ ಸಾರ್ವಜನಿಕ ಮತ್ತು ಜನರಿಗೆ ಉಪಯೋಗವಾದ ಅಸ್ತ್ರೆಗಳನ್ನು ಉತ್ತಮವಾದ ಸೇವೆಯನ್ನು ನೀಡುತ್ತಿದ್ದು ಎಂದು ತಿಳಿಸಿದರು. bbox=[23, 1112, 303, 1152]
paragraph: ಎಂದು. ಮುಂದಿನ ವರ್ಷದಿಂದ 2 ಹೊಸ ಕೋರ್ಸ್‌ಗಳನ್ನು ಆರಂಭಿಸಲಾಗುವುದು ಎಂದು ಹೇಳಿದರು. bbox=[1038, 997, 1264, 1023]
photo-caption bbox=[308, 730, 864, 733]
pharma-col-4 bbox=[1279, 948, 1504, 1301]
paragraph: ಜನವರಿ 25 ರಂದು ದೇಶಾದ್ಯಂತ ರಾಷ್ಟ್ರೀಯ ಮತದಾರರ ದಿನವನ್ನು ಆಚರಿಸಲಾಗುತ್ತದೆ. ಭಾರತದ ಚುನಾವಣಾ ಆಯೋಗವು ಒಂದು ಸಾಂವಿಧಾನಿಕ ಸಂಸ್ಥೆಯಾಗಿದ್ದು, ಇದು ದೇಶಾದ್ಯಂತ ಚುನಾವಣೆಗಳನ್ನು ಮುಕ್ತ, ಮತ್ತು ನ್ಯಾಯಯುತ ಹಾಗೂ ಶಾಂತಿಯುತವಾಗಿ ನಡೆಸಲು ಕಾರಣವಾಗಿದೆ. bbox=[583, 224, 848, 278]
paragraph: ಕಾರ್ಯಕ್ರಮವನ್ನು ಉದ್ಘಾಟಿಸಿ ಮಾತನಾಡಿ ಅವರು, ಹೆಚ್ಚಿನ ಸಂಶೋಧನೆಗಳಲ್ಲಿ ನಿಡಿಯುಪಡೆದಿದೆ. ಈ ಇಲ್ಲಿಗೆ ಇರುವ ಕಡಿಮೆ ಅವಕಾಶಗಳು ಎಂದು ಶ್ರೀ ಸಿದ್ಧಾರ್ಥ ತಿಳಿಸಿದ್ದಾರೆ. bbox=[318, 1117, 544, 1157]
paragraph: ಪೂಜಾ, ಗಂಗಾಪೂಜೆ ಸಪ್ತಮಾತೃಕಾ ಸ್ಥಳಕ್ಕೆ ಸುಮಾರಿನಿಂದ ಪೂಜೆ ಕಾರ್ಯಕ್ರಮವನ್ನು ಚಿಕ್ಕಬಿದರೆ ಗ್ರಾಮಸ್ಥರು ನೆರವೇರಿಸಿದರು, ಹರ್ಷಾಚರಣೆ ಗಂಗಾದ ತೆಪ್ಪವನ್ನು ತೇಲಿಬಿಡಲಾಯಿತು ಮತ್ತೆ ಕೆರೆಯಲ್ಲಿ ಸಂತಸಗೊಂಡರು. ಗ್ರಾಮಗಳಿಗೆ ಹೆಚ್ಚಿದ ಅನುಸೂಚಿತ ಸಂದರ್ಭದಲ್ಲಿ ಗ್ರಾಮದ ಮುಖಂಡರುಗಳಾದ ಸಿ. ಪ್ರಶಾಂತ್, ರೇವಣ್ಣ, ಚಕ್ರವರ್ತಿ, ಶಂಕರ್, ಪ್ರಕಾಶ್ ಬಾಬು, ಎಸ್. ಸುಬ್ರಹ್ಮಣ್ಯ, ಶಿ. ರಾ ಪ್ರಮುಖರುಗಳು ರಾಜಿನಿದ್ದರು. bbox=[1342, 732, 1504, 857]
photo-hands-ink-fingers bbox=[583, 58, 848, 216]
farmer-col-4 bbox=[879, 505, 1149, 828]
photo-river-float-festival bbox=[1164, 499, 1504, 724]
section-b bbox=[23, 462, 1504, 886]
rule bbox=[23, 965, 303, 966]
paragraph: ಯಾವುದೇ ಕಾರ್ಯನಿರ್ವಹಣೆಯ ಪ್ರಜಾಪ್ರಭುತ್ವದ ಕೇಂದ್ರ ಸ್ತಂಭವೇ ಮತದಾರನಾಗಿದೆ. ಭಾರತವು 1951 ರಲ್ಲಿ ತನ್ನ ಮೊದಲ ಸಾರ್ವತ್ರಿಕ ಚುನಾವಣೆಯ ನಂತರ ಮತದಾನಕ್ಕೆ ನಿಗದಿತ ಪಡೆಯಲಾದ ತತ್ವವನ್ನು ಅಳವಡಿಸಿಕೊಂಡಿದೆ. bbox=[23, 166, 288, 206]
page-title: ರಾಷ್ಟ್ರೀಯ ಮತದಾರರ ದಿನ: bbox=[23, 61, 284, 94]
